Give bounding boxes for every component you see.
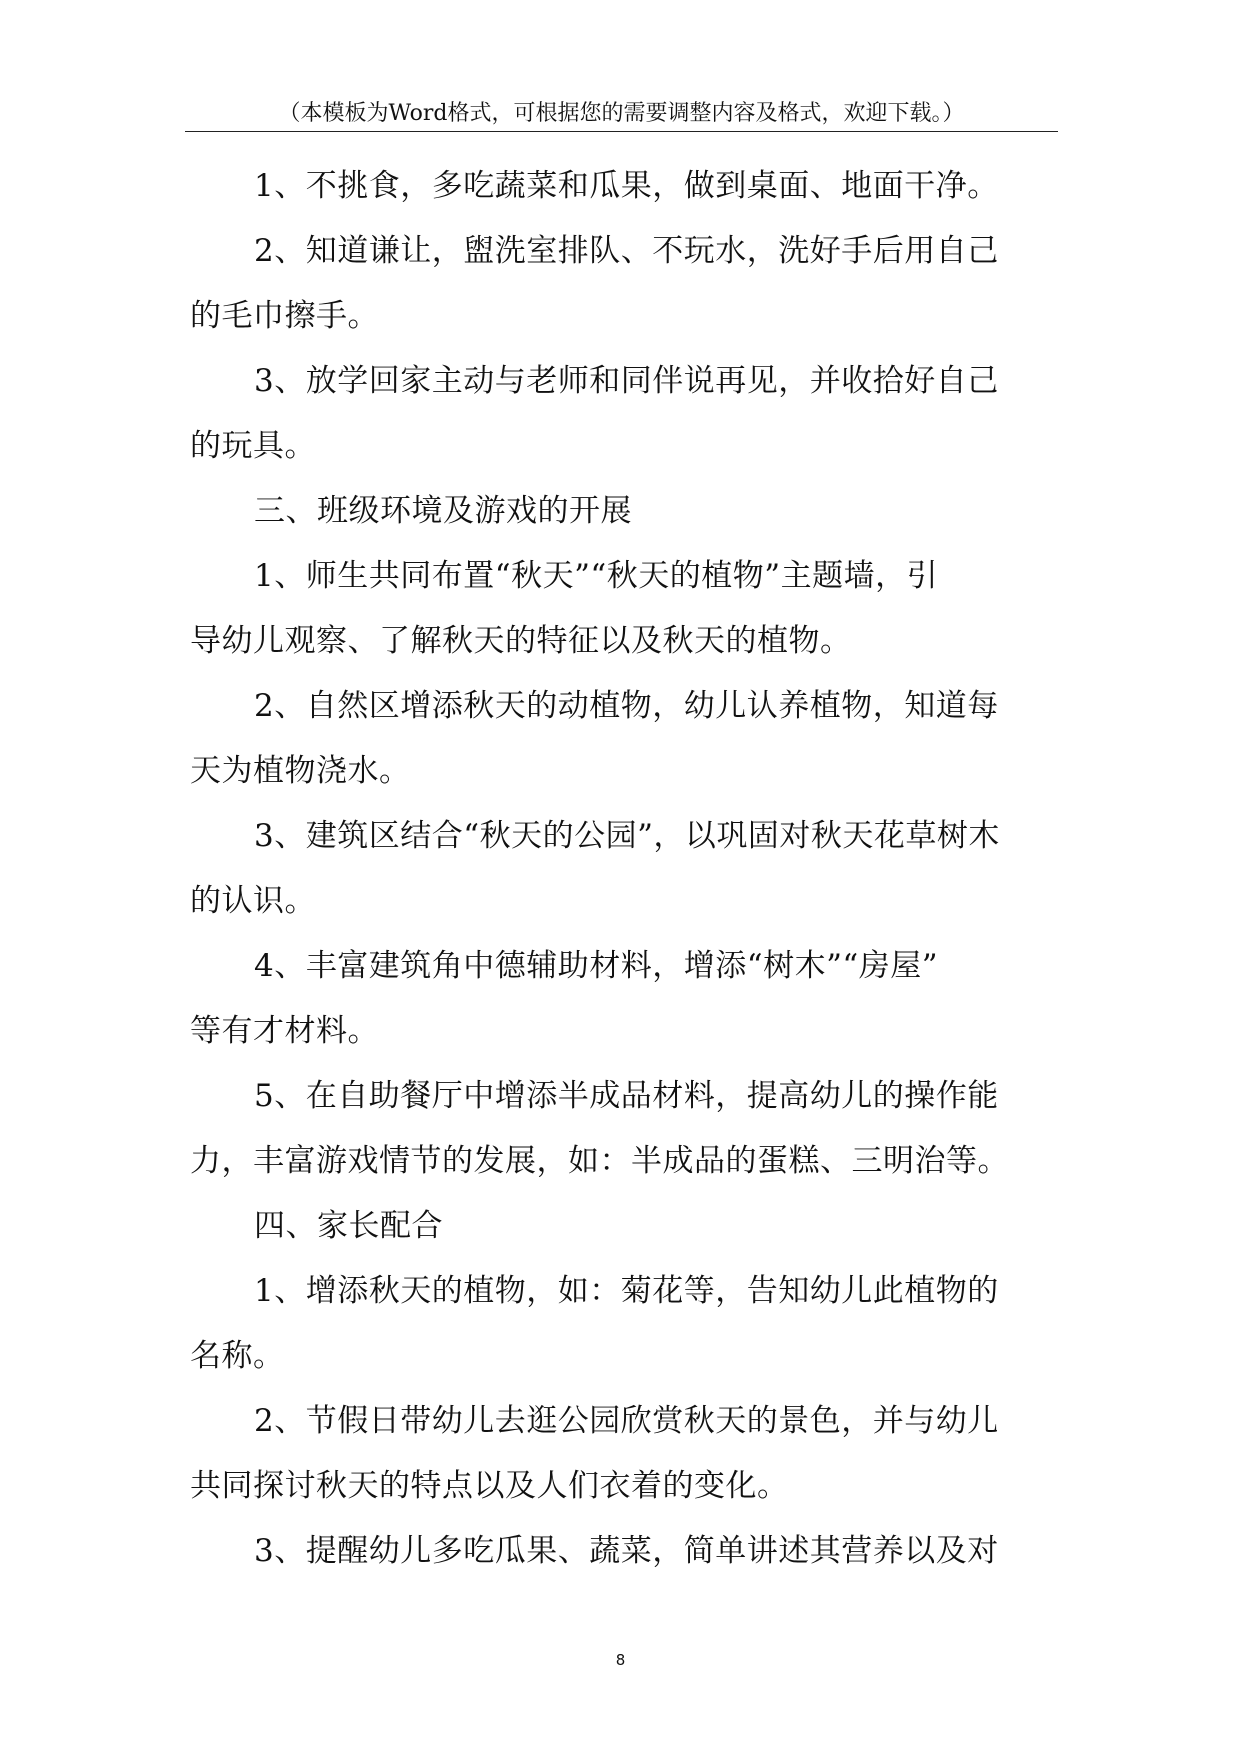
- body-line: 4、丰富建筑角中德辅助材料，增添“树木”“房屋”: [254, 948, 939, 984]
- body-line: 的毛巾擦手。: [190, 298, 379, 334]
- body-line: 2、自然区增添秋天的动植物，幼儿认养植物，知道每: [254, 688, 999, 724]
- body-line: 共同探讨秋天的特点以及人们衣着的变化。: [190, 1468, 789, 1504]
- body-line: 1、师生共同布置“秋天”“秋天的植物”主题墙，引: [254, 558, 939, 594]
- body-line: 等有才材料。: [190, 1013, 379, 1049]
- template-note: （本模板为Word格式，可根据您的需要调整内容及格式，欢迎下载。）: [278, 101, 965, 126]
- header-divider: [185, 131, 1058, 132]
- body-line: 力，丰富游戏情节的发展，如：半成品的蛋糕、三明治等。: [190, 1143, 1009, 1179]
- body-line: 2、知道谦让，盥洗室排队、不玩水，洗好手后用自己: [254, 233, 999, 269]
- body-line: 天为植物浇水。: [190, 753, 411, 789]
- body-line: 3、放学回家主动与老师和同伴说再见，并收拾好自己: [254, 363, 999, 399]
- body-line: 导幼儿观察、了解秋天的特征以及秋天的植物。: [190, 623, 852, 659]
- body-line: 2、节假日带幼儿去逛公园欣赏秋天的景色，并与幼儿: [254, 1403, 999, 1439]
- section-heading: 四、家长配合: [254, 1208, 443, 1244]
- body-line: 3、提醒幼儿多吃瓜果、蔬菜，简单讲述其营养以及对: [254, 1533, 999, 1569]
- body-line: 的认识。: [190, 883, 316, 919]
- body-line: 1、不挑食，多吃蔬菜和瓜果，做到桌面、地面干净。: [254, 168, 999, 204]
- body-line: 名称。: [190, 1338, 285, 1374]
- page-number: 8: [615, 1651, 626, 1669]
- body-line: 的玩具。: [190, 428, 316, 464]
- body-line: 3、建筑区结合“秋天的公园”，以巩固对秋天花草树木: [254, 818, 1000, 854]
- document-body: [190, 154, 1070, 1584]
- body-line: 1、增添秋天的植物，如：菊花等，告知幼儿此植物的: [254, 1273, 999, 1309]
- section-heading: 三、班级环境及游戏的开展: [254, 493, 632, 529]
- body-line: 5、在自助餐厅中增添半成品材料，提高幼儿的操作能: [254, 1078, 999, 1114]
